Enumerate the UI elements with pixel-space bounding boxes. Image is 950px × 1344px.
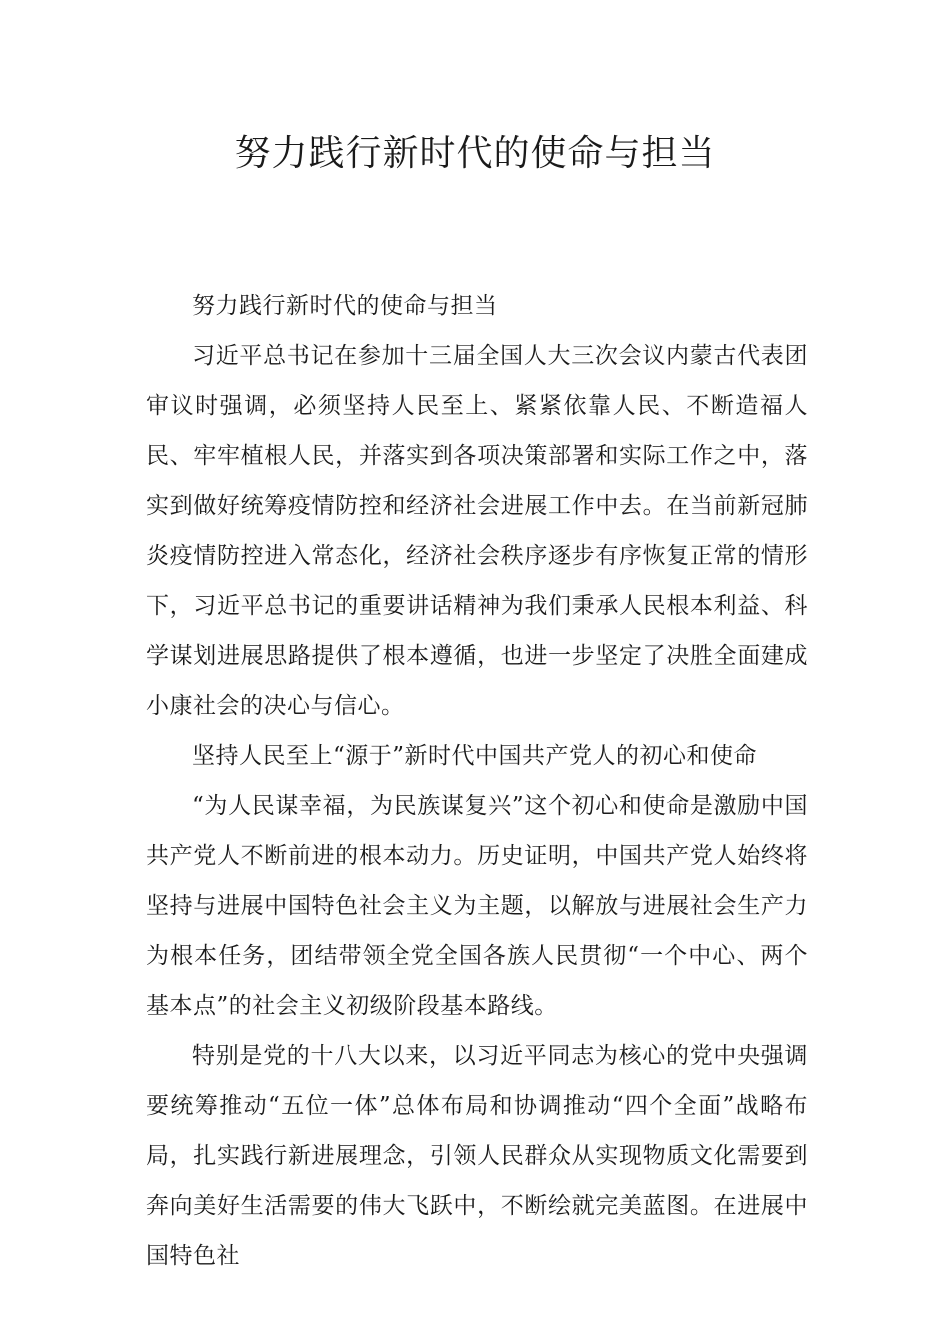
document-body [146, 281, 808, 1281]
paragraph: 习近平总书记在参加十三届全国人大三次会议内蒙古代表团审议时强调，必须坚持人民至上、紧紧依靠人民、不断造福人民、牢牢植根人民，并落实到各项决策部署和实际工作之中，落实到做好统筹疫情防控和经济社会进展工作中去。在当前新冠肺炎疫情防控进入常态化，经济社会秩序逐步有序恢复正常的情形下，习近平总书记的重要讲话精神为我们秉承人民根本利益、科学谋划进展思路提供了根本遵循，也进一步坚定了决胜全面建成小康社会的决心与信心。 [146, 343, 808, 719]
document-title: 努力践行新时代的使命与担当 [234, 133, 716, 174]
paragraph: “为人民谋幸福，为民族谋复兴”这个初心和使命是激励中国共产党人不断前进的根本动力。历史证明，中国共产党人始终将坚持与进展中国特色社会主义为主题，以解放与进展社会生产力为根本任务，团结带领全党全国各族人民贯彻“一个中心、两个基本点”的社会主义初级阶段基本路线。 [146, 793, 808, 1019]
paragraph: 特别是党的十八大以来，以习近平同志为核心的党中央强调要统筹推动“五位一体”总体布局和协调推动“四个全面”战略布局，扎实践行新进展理念，引领人民群众从实现物质文化需要到奔向美好生活需要的伟大飞跃中，不断绘就完美蓝图。在进展中国特色社 [146, 1043, 808, 1269]
paragraph-subheading: 坚持人民至上“源于”新时代中国共产党人的初心和使命 [192, 743, 758, 769]
paragraph-heading: 努力践行新时代的使命与担当 [192, 293, 498, 319]
